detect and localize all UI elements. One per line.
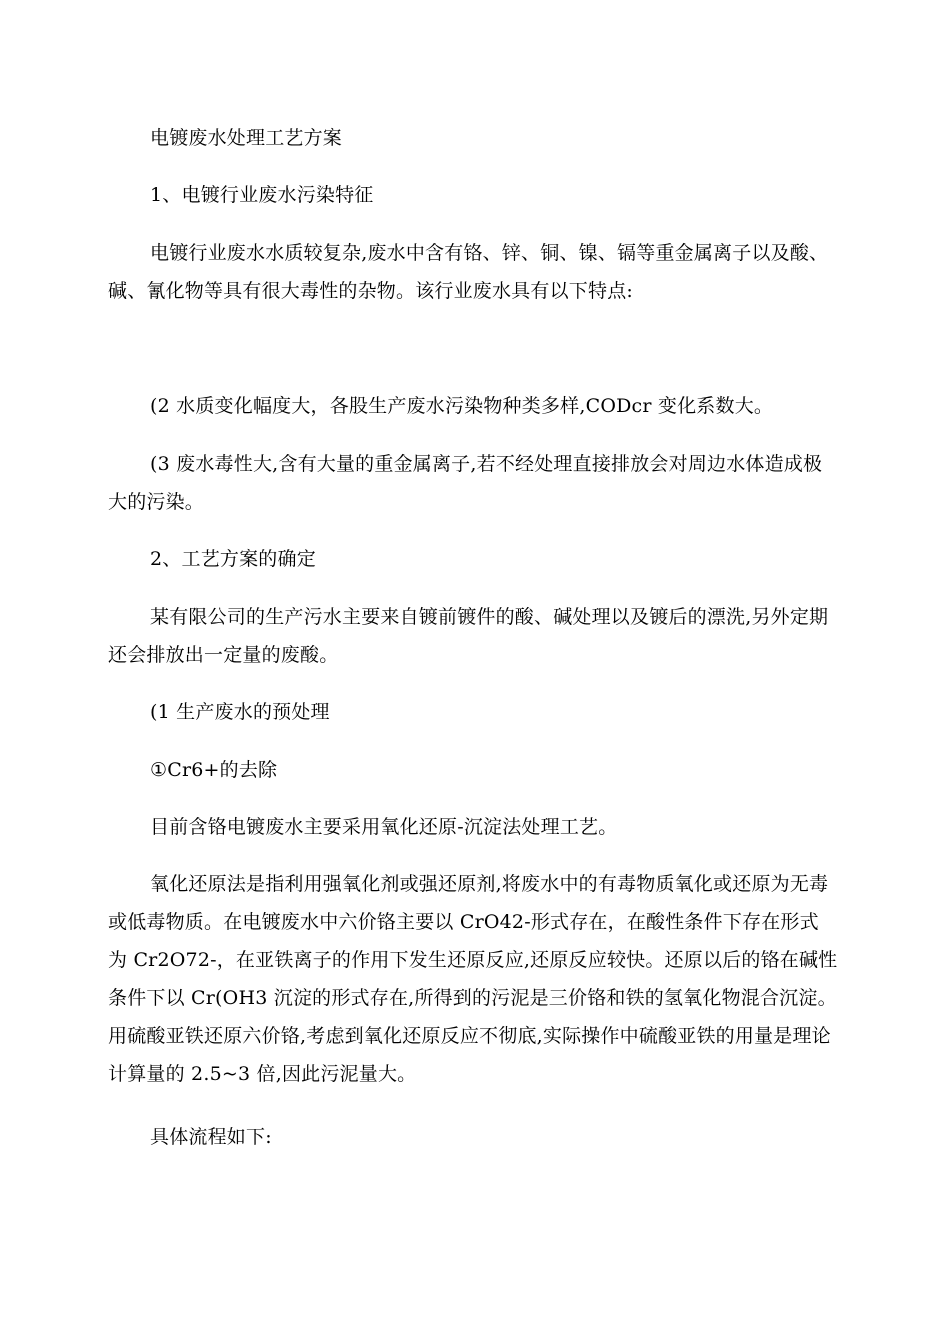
section-2-intro: 某有限公司的生产污水主要来自镀前镀件的酸、碱处理以及镀后的漂洗,另外定期还会排放出一定量的废酸。 — [108, 606, 829, 666]
item-1-heading: ①Cr6+的去除 — [150, 759, 278, 781]
feature-3-paragraph: (3 废水毒性大,含有大量的重金属离子,若不经处理直接排放会对周边水体造成极大的污染。 — [108, 453, 823, 513]
flow-intro: 具体流程如下: — [150, 1126, 272, 1148]
subsection-1-heading: (1 生产废水的预处理 — [150, 701, 330, 723]
feature-2-paragraph: (2 水质变化幅度大，各股生产废水污染物种类多样,CODcr 变化系数大。 — [150, 395, 774, 417]
section-1-heading: 1、电镀行业废水污染特征 — [150, 184, 374, 206]
document-title: 电镀废水处理工艺方案 — [150, 127, 343, 149]
item-1-text: 目前含铬电镀废水主要采用氧化还原-沉淀法处理工艺。 — [150, 816, 618, 838]
redox-paragraph: 氧化还原法是指利用强氧化剂或强还原剂,将废水中的有毒物质氧化或还原为无毒或低毒物质。在电镀废水中六价铬主要以 CrO42-形式存在，在酸性条件下存在形式为 Cr2O72-，在亚铁离子的作用下发生还原反应,还原反应较快。还原以后的铬在碱性条件下以 Cr(OH3 沉淀的形式存在,所得到的污泥是三价铬和铁的氢氧化物混合沉淀。用硫酸亚铁还原六价铬,考虑到氧化还原反应不彻底,实际操作中硫酸亚铁的用量是理论计算量的 2.5~3 倍,因此污泥量大。 — [108, 873, 838, 1085]
section-1-intro: 电镀行业废水水质较复杂,废水中含有铬、锌、铜、镍、镉等重金属离子以及酸、碱、氰化物等具有很大毒性的杂物。该行业废水具有以下特点: — [108, 242, 829, 302]
section-2-heading: 2、工艺方案的确定 — [150, 548, 316, 570]
